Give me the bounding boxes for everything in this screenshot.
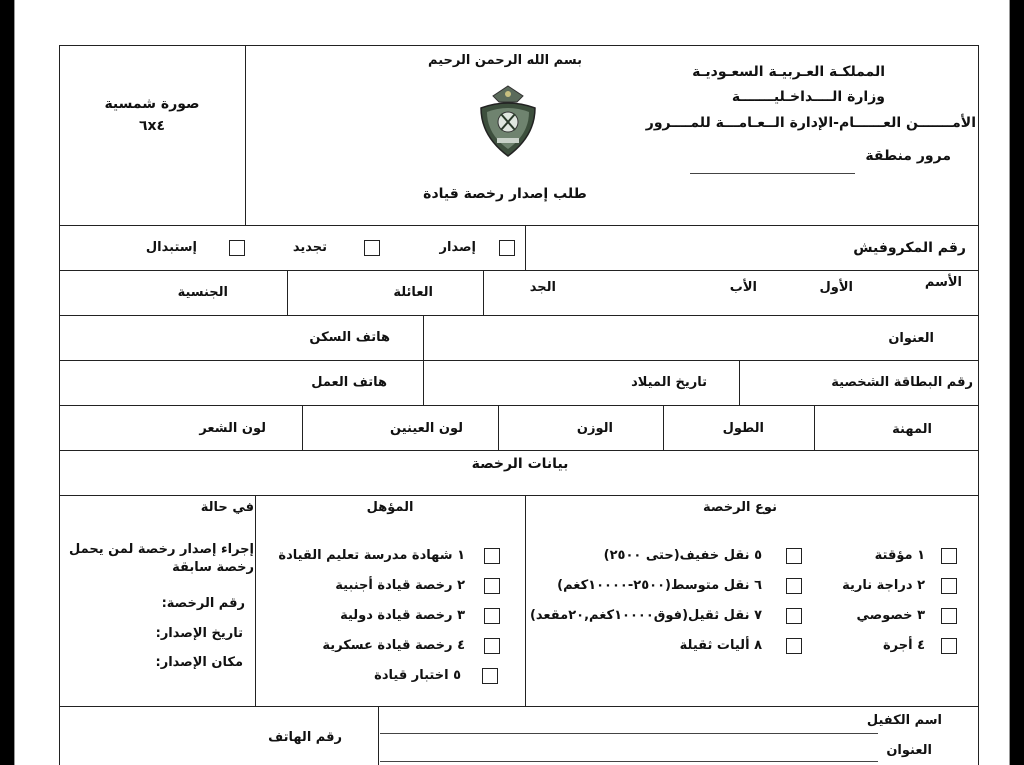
first-name-label: الأول [819, 280, 853, 295]
issue-checkbox[interactable] [499, 240, 515, 256]
replace-checkbox[interactable] [229, 240, 245, 256]
qual-military-checkbox[interactable] [484, 638, 500, 654]
type-heavy-machinery-checkbox[interactable] [786, 638, 802, 654]
case-description-line1: إجراء إصدار رخصة لمن يحمل [69, 542, 254, 557]
grandfather-name-label: الجد [529, 280, 556, 295]
directorate-name: الأمـــــــن العــــــام-الإدارة الــعـامـــة للمــــرور [645, 115, 976, 131]
region-label: مرور منطقة [865, 148, 951, 164]
sponsor-address-line [380, 761, 878, 762]
sponsor-divider [378, 706, 379, 765]
nationality-label: الجنسية [177, 285, 228, 300]
qual-foreign-checkbox[interactable] [484, 578, 500, 594]
qual-school-label: ١ شهادة مدرسة تعليم القيادة [278, 548, 465, 563]
page-edge-right [1009, 0, 1010, 765]
type-heavy-machinery-label: ٨ أليات ثقيلة [679, 638, 762, 653]
qual-military-label: ٤ رخصة قيادة عسكرية [322, 638, 465, 653]
license-divider [255, 495, 256, 706]
type-private-label: ٣ خصوصي [856, 608, 925, 623]
type-heavy-transport-label: ٧ نقل ثقيل(فوق١٠٠٠٠كغم,٢٠مقعد) [529, 608, 762, 623]
basmala: بسم الله الرحمن الرحيم [428, 53, 582, 68]
qual-international-label: ٣ رخصة قيادة دولية [340, 608, 465, 623]
case-description-line2: رخصة سابقة [172, 560, 254, 575]
photo-label: صورة شمسية [104, 96, 200, 112]
sponsor-address-label: العنوان [886, 743, 932, 758]
rule [59, 360, 979, 361]
id-number-label: رقم البطاقة الشخصية [831, 375, 973, 390]
license-divider [525, 495, 526, 706]
address-label: العنوان [888, 331, 934, 346]
rule [59, 315, 979, 316]
previous-issue-place-label: مكان الإصدار: [155, 655, 243, 670]
previous-license-number-label: رقم الرخصة: [161, 596, 245, 611]
weight-label: الوزن [576, 421, 613, 436]
eye-color-label: لون العينين [390, 421, 463, 436]
country-name: المملكـة العـربيـة السعـوديـة [692, 64, 885, 80]
renew-checkbox[interactable] [364, 240, 380, 256]
qual-test-label: ٥ اختبار قيادة [374, 668, 461, 683]
work-phone-label: هاتف العمل [311, 375, 387, 390]
microfiche-label: رقم المكروفيش [853, 240, 966, 256]
replace-option-label: إستبدال [145, 240, 197, 255]
qualification-header: المؤهل [366, 500, 414, 515]
qual-international-checkbox[interactable] [484, 608, 500, 624]
name-divider [483, 270, 484, 315]
type-heavy-transport-checkbox[interactable] [786, 608, 802, 624]
issue-option-label: إصدار [439, 240, 476, 255]
traffic-police-emblem [475, 84, 541, 160]
rule [59, 270, 979, 271]
rule [59, 450, 979, 451]
form-title: طلب إصدار رخصة قيادة [423, 186, 587, 202]
job-label: المهنة [892, 422, 932, 437]
qual-foreign-label: ٢ رخصة قيادة أجنبية [335, 578, 465, 593]
type-motorcycle-label: ٢ دراجة نارية [842, 578, 925, 593]
sponsor-name-label: اسم الكفيل [866, 713, 942, 728]
home-phone-label: هاتف السكن [309, 330, 390, 345]
rule [59, 495, 979, 496]
id-divider [423, 360, 424, 405]
birth-date-label: تاريخ الميلاد [631, 375, 707, 390]
father-name-label: الأب [729, 280, 757, 295]
job-divider [814, 405, 815, 450]
region-field-line [690, 173, 855, 174]
id-divider [739, 360, 740, 405]
type-temporary-checkbox[interactable] [941, 548, 957, 564]
qual-test-checkbox[interactable] [482, 668, 498, 684]
job-divider [498, 405, 499, 450]
page-edge-left [14, 0, 15, 765]
license-section-title: بيانات الرخصة [471, 456, 569, 472]
ministry-name: وزارة الــــداخـليـــــــة [731, 89, 885, 105]
case-header: في حالة [200, 500, 254, 515]
type-taxi-label: ٤ أجرة [882, 638, 925, 653]
rule [59, 225, 979, 226]
type-light-transport-checkbox[interactable] [786, 548, 802, 564]
hair-color-label: لون الشعر [199, 421, 266, 436]
microfiche-divider [525, 225, 526, 270]
family-name-label: العائلة [393, 285, 433, 300]
photo-size: ٦x٤ [138, 118, 166, 134]
previous-issue-date-label: تاريخ الإصدار: [155, 626, 243, 641]
name-label: الأسم [924, 275, 962, 290]
sponsor-phone-label: رقم الهاتف [268, 730, 342, 745]
type-light-transport-label: ٥ نقل خفيف(حتى ٢٥٠٠) [603, 548, 762, 563]
type-taxi-checkbox[interactable] [941, 638, 957, 654]
license-type-header: نوع الرخصة [703, 500, 777, 515]
renew-option-label: تجديد [292, 240, 327, 255]
qual-school-checkbox[interactable] [484, 548, 500, 564]
type-temporary-label: ١ مؤقتة [874, 548, 925, 563]
type-medium-transport-label: ٦ نقل متوسط(٢٥٠٠-١٠٠٠٠كغم) [557, 578, 762, 593]
rule [59, 706, 979, 707]
type-medium-transport-checkbox[interactable] [786, 578, 802, 594]
rule [59, 45, 979, 46]
type-motorcycle-checkbox[interactable] [941, 578, 957, 594]
name-divider [287, 270, 288, 315]
photo-divider [245, 45, 246, 225]
sponsor-name-line [380, 733, 878, 734]
address-divider [423, 315, 424, 360]
height-label: الطول [722, 421, 764, 436]
job-divider [663, 405, 664, 450]
type-private-checkbox[interactable] [941, 608, 957, 624]
rule [59, 405, 979, 406]
job-divider [302, 405, 303, 450]
